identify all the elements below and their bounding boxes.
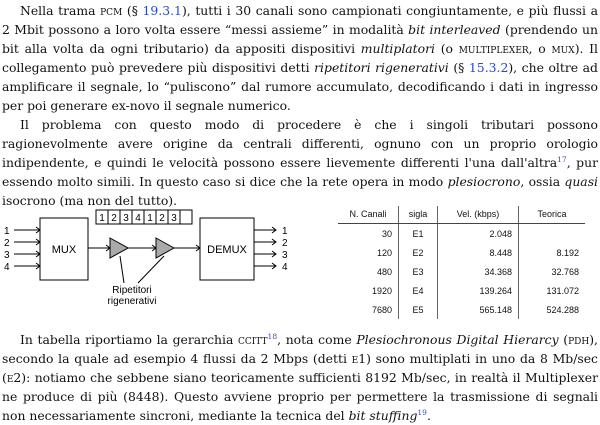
text: Nella trama bbox=[20, 3, 101, 18]
table-header-row bbox=[338, 206, 585, 224]
footnote-link[interactable]: 17 bbox=[557, 154, 567, 164]
cell-channels: 7680 bbox=[371, 304, 392, 315]
table-row bbox=[338, 262, 585, 281]
cell-theoretical: 524.288 bbox=[546, 304, 579, 315]
acronym-multiplexer: multiplexer bbox=[458, 41, 529, 56]
text: (o bbox=[435, 41, 459, 56]
acronym-pcm: pcm bbox=[100, 3, 123, 18]
cell-sigla: E2 bbox=[399, 243, 438, 262]
term-bit-interleaved: bit interleaved bbox=[408, 22, 501, 37]
repeater-triangle bbox=[110, 238, 128, 258]
cell-channels: 480 bbox=[376, 266, 392, 277]
cell-theoretical bbox=[519, 224, 586, 244]
text: ( bbox=[558, 332, 569, 347]
cell-speed: 8.448 bbox=[438, 243, 519, 262]
cell-theoretical: 8.192 bbox=[556, 247, 579, 258]
text: isocrono (ma non del tutto). bbox=[2, 193, 178, 208]
text: , ossia bbox=[520, 174, 565, 189]
cell-theoretical: 131.072 bbox=[546, 285, 579, 296]
frame-cell: 4 bbox=[135, 213, 141, 224]
acronym-mux: mux bbox=[551, 41, 575, 56]
text: Il problema con questo modo di procedere è che i singoli tributari possono ragionevolmente avere origine da centrali differenti, ognuno con un proprio orologio indipendente, e quindi le velocità possono essere lievemente differenti l'una dall'altra bbox=[2, 117, 598, 170]
text: , pur essendo molto simili. In questo caso si dice che la rete opera in modo bbox=[2, 155, 598, 189]
cell-theoretical: 32.768 bbox=[551, 266, 579, 277]
output-labels bbox=[282, 226, 288, 273]
table-row bbox=[338, 281, 585, 300]
repeater-triangle bbox=[156, 238, 174, 258]
input-label: 3 bbox=[4, 250, 10, 261]
cell-sigla: E5 bbox=[399, 300, 438, 319]
repeater-label: rigenerativi bbox=[107, 296, 157, 307]
text: (prendendo un bit alla volta da ogni tributario) da appositi dispositivi bbox=[2, 22, 598, 56]
text: ), che oltre ad amplificare il segnale, lo “puliscono” dal rumore accumulato, decodificando i dati in ingresso per poi generare ex-novo il segnale numerico. bbox=[2, 60, 598, 113]
input-label: 4 bbox=[4, 262, 10, 273]
frame-cell: 1 bbox=[147, 213, 153, 224]
term-ripetitori: ripetitori rigenerativi bbox=[314, 60, 449, 75]
text: In tabella riportiamo la gerarchia bbox=[20, 332, 239, 347]
input-labels bbox=[4, 226, 10, 273]
output-lines bbox=[254, 227, 276, 269]
cell-channels: 1920 bbox=[371, 285, 392, 296]
output-label: 4 bbox=[282, 262, 288, 273]
output-label: 3 bbox=[282, 250, 288, 261]
acronym-e2: e2 bbox=[6, 370, 22, 385]
text: ) sono multiplati in uno da 8 Mb/sec ( bbox=[2, 351, 598, 385]
frame-cell: 2 bbox=[111, 213, 117, 224]
frame-cell: 3 bbox=[171, 213, 177, 224]
text: (§ bbox=[448, 60, 469, 75]
cell-speed: 565.148 bbox=[438, 300, 519, 319]
cell-channels: 30 bbox=[381, 228, 392, 239]
cell-sigla: E1 bbox=[399, 224, 438, 244]
term-plesiocrono: plesiocrono bbox=[447, 174, 521, 189]
frame-cell: 2 bbox=[159, 213, 165, 224]
acronym-ccitt: ccitt bbox=[238, 332, 268, 347]
table-row bbox=[338, 224, 585, 244]
output-label: 1 bbox=[282, 226, 288, 237]
section-link[interactable]: 15.3.2 bbox=[468, 60, 509, 75]
paragraph-2 bbox=[2, 115, 598, 210]
column-header: Vel. (kbps) bbox=[438, 206, 519, 224]
term-quasi: quasi bbox=[564, 174, 599, 189]
column-header: Teorica bbox=[519, 206, 586, 224]
table-row bbox=[338, 300, 585, 319]
frame-cell: 1 bbox=[99, 213, 105, 224]
paragraph-3 bbox=[2, 330, 598, 425]
cell-speed: 2.048 bbox=[438, 224, 519, 244]
demux-label: DEMUX bbox=[207, 244, 247, 256]
term-pdh: Plesiochronous Digital Hierarcy bbox=[356, 332, 559, 347]
acronym-pdh: pdh bbox=[568, 332, 590, 347]
cell-speed: 34.368 bbox=[438, 262, 519, 281]
footnote-link[interactable]: 18 bbox=[267, 331, 278, 341]
cell-sigla: E4 bbox=[399, 281, 438, 300]
pdh-table bbox=[338, 206, 585, 319]
repeater-label: Ripetitori bbox=[112, 285, 152, 296]
section-link[interactable]: 19.3.1 bbox=[142, 3, 182, 18]
frame-cell: 3 bbox=[123, 213, 129, 224]
trunk-line bbox=[88, 245, 200, 251]
text: ). Il collegamento può prevedere più dispositivi detti bbox=[2, 41, 599, 75]
text: ): notiamo che sebbene siano teoricamente sufficienti 8192 Mb/sec, in realtà il Multiplexer ne produce di più (8448). Questo avviene proprio per permettere la trasmissione di segnali non necessariamente sincroni, mediante la tecnica del bbox=[2, 370, 598, 423]
text: , o bbox=[528, 41, 552, 56]
input-lines bbox=[14, 227, 40, 269]
mux-label: MUX bbox=[51, 244, 77, 256]
text: (§ bbox=[122, 3, 143, 18]
table-row bbox=[338, 243, 585, 262]
text: . bbox=[426, 408, 431, 423]
cell-channels: 120 bbox=[376, 247, 392, 258]
term-bit-stuffing: bit stuffing bbox=[348, 408, 418, 423]
text: , nota come bbox=[277, 332, 357, 347]
cell-speed: 139.264 bbox=[438, 281, 519, 300]
cell-sigla: E3 bbox=[399, 262, 438, 281]
input-label: 1 bbox=[4, 226, 10, 237]
repeater-pointers bbox=[120, 256, 164, 283]
column-header: N. Canali bbox=[338, 206, 399, 224]
text: ), secondo la quale ad esempio 4 flussi da 2 Mbps (detti bbox=[2, 332, 598, 366]
output-label: 2 bbox=[282, 238, 288, 249]
paragraph-1 bbox=[2, 1, 598, 115]
text: ), tutti i 30 canali sono campionati congiuntamente, e più flussi a 2 Mbit possono a loro volta essere “messi assieme” in modalità bbox=[2, 3, 598, 37]
column-header: sigla bbox=[399, 206, 438, 224]
frame-sequence bbox=[96, 210, 192, 224]
footnote-link[interactable]: 19 bbox=[417, 407, 427, 417]
mux-diagram bbox=[0, 206, 320, 326]
acronym-e1: e1 bbox=[351, 351, 367, 366]
term-multiplatori: multiplatori bbox=[360, 41, 436, 56]
input-label: 2 bbox=[4, 238, 10, 249]
